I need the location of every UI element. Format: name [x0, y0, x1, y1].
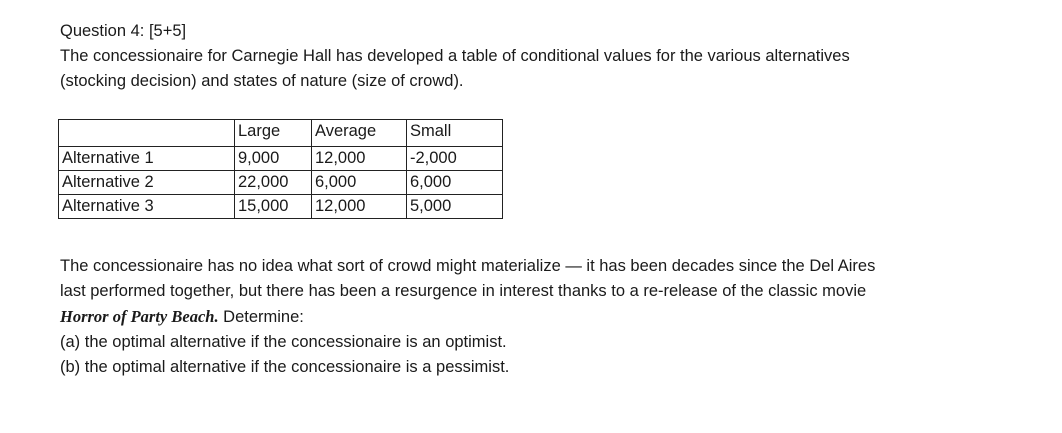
table-cell: -2,000 [407, 147, 503, 171]
table-cell: 6,000 [407, 171, 503, 195]
header-cell-average: Average [312, 120, 407, 147]
row-label: Alternative 3 [59, 195, 235, 219]
table-row [59, 147, 503, 171]
determine-label: Determine: [218, 308, 304, 326]
table-cell: 12,000 [312, 147, 407, 171]
table-cell: 5,000 [407, 195, 503, 219]
header-cell-small: Small [407, 120, 503, 147]
row-label: Alternative 2 [59, 171, 235, 195]
question-block [60, 19, 850, 94]
part-a: (a) the optimal alternative if the concessionaire is an optimist. [60, 333, 507, 351]
table-cell: 12,000 [312, 195, 407, 219]
table-row [59, 195, 503, 219]
row-label: Alternative 1 [59, 147, 235, 171]
table-cell: 15,000 [235, 195, 312, 219]
table-cell: 22,000 [235, 171, 312, 195]
table-cell: 9,000 [235, 147, 312, 171]
conditional-values-table [58, 119, 503, 219]
followup-line-2: last performed together, but there has been a resurgence in interest thanks to a re-release of the classic movie [60, 282, 867, 300]
question-intro-line-2: (stocking decision) and states of nature (size of crowd). [60, 72, 464, 90]
table-row [59, 171, 503, 195]
header-cell-empty [59, 120, 235, 147]
header-cell-large: Large [235, 120, 312, 147]
table-cell: 6,000 [312, 171, 407, 195]
followup-line-1: The concessionaire has no idea what sort of crowd might materialize — it has been decades since the Del Aires [60, 257, 876, 275]
question-intro-line-1: The concessionaire for Carnegie Hall has developed a table of conditional values for the various alternatives [60, 47, 850, 65]
followup-block [60, 254, 1020, 380]
movie-title: Horror of Party Beach. [60, 307, 219, 326]
followup-line-3 [60, 304, 1020, 330]
question-header: Question 4: [5+5] [60, 22, 187, 40]
part-b: (b) the optimal alternative if the concessionaire is a pessimist. [60, 358, 510, 376]
table-header-row [59, 120, 503, 147]
